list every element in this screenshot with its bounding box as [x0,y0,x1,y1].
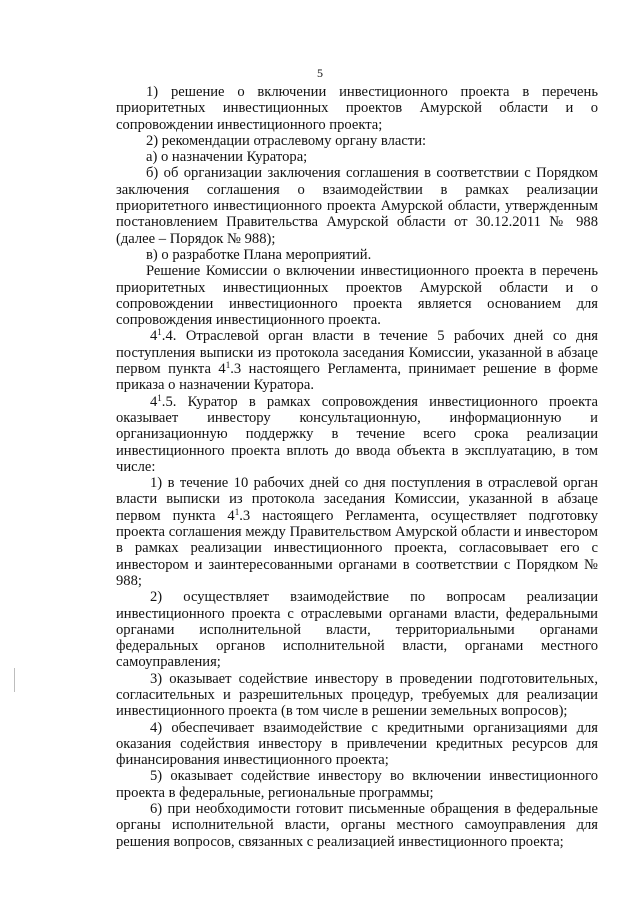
item-3: 3) оказывает содействие инвестору в проведении подготовительных, согласительных и разрешительных процедур, требуемых для реализации инвестиционного проекта (в том числе в решении земельных вопросов); [116,670,598,720]
document-body [116,84,598,850]
clause-4-1-5: $4^1.5$. Куратор в рамках сопровождения инвестиционного проекта оказывает инвестору консультационную, информационную и организационную поддержку в течение всего срока реализации инвестиционного проекта вплоть до ввода объекта в эксплуатацию, в том числе: [116,392,598,475]
item-2: 2) осуществляет взаимодействие по вопросам реализации инвестиционного проекта с отраслевыми органами власти, федеральными органами исполнительной власти, территориальными органами федеральных органов исполнительной власти, органами местного самоуправления; [116,589,598,671]
paragraph-2b: б) об организации заключения соглашения в соответствии с Порядком заключения соглашения о взаимодействии в рамках реализации приоритетного инвестиционного проекта Амурской области, утвержденным постановлением Правительства Амурской области от 30.12.2011 № 988 (далее – Порядок № 988); [116,165,598,247]
paragraph-2: 2) рекомендации отраслевому органу власти: [146,132,427,149]
page-number: 5 [317,66,323,80]
paragraph-2v: в) о разработке Плана мероприятий. [146,246,372,263]
item-4: 4) обеспечивает взаимодействие с кредитными организациями для оказания содействия инвестору в привлечении кредитных ресурсов для финансирования инвестиционного проекта; [116,719,598,769]
item-1: 1) в течение 10 рабочих дней со дня поступления в отраслевой орган власти выписки из протокола заседания Комиссии, указанной в абзаце первом пункта $4^1.3$ настоящего Регламента, осуществляет подготовку проекта соглашения между Правительством Амурской области и инвестором в рамках реализации инвестиционного проекта, согласовывает его с инвестором и заинтересованными органами в соответствии с Порядком № 988; [116,475,598,589]
paragraph-1: 1) решение о включении инвестиционного проекта в перечень приоритетных инвестиционных проектов Амурской области и о сопровождении инвестиционного проекта; [116,84,598,133]
item-5: 5) оказывает содействие инвестору во включении инвестиционного проекта в федеральные, региональные программы; [116,768,598,801]
paragraph-2a: а) о назначении Куратора; [146,149,308,166]
item-6: 6) при необходимости готовит письменные обращения в федеральные органы исполнительной власти, органы местного самоуправления для решения вопросов, связанных с реализацией инвестиционного проекта; [116,801,598,850]
margin-mark [14,668,15,692]
clause-4-1-4: $4^1.4$. Отраслевой орган власти в течение 5 рабочих дней со дня поступления выписки из протокола заседания Комиссии, указанной в абзаце первом пункта $4^1.3$ настоящего Регламента, принимает решение в форме приказа о назначении Куратора. [116,327,598,394]
paragraph-commission-decision: Решение Комиссии о включении инвестиционного проекта в перечень приоритетных инвестиционных проектов Амурской области и о сопровождении инвестиционного проекта является основанием для сопровождения инвестиционного проекта. [116,263,598,329]
